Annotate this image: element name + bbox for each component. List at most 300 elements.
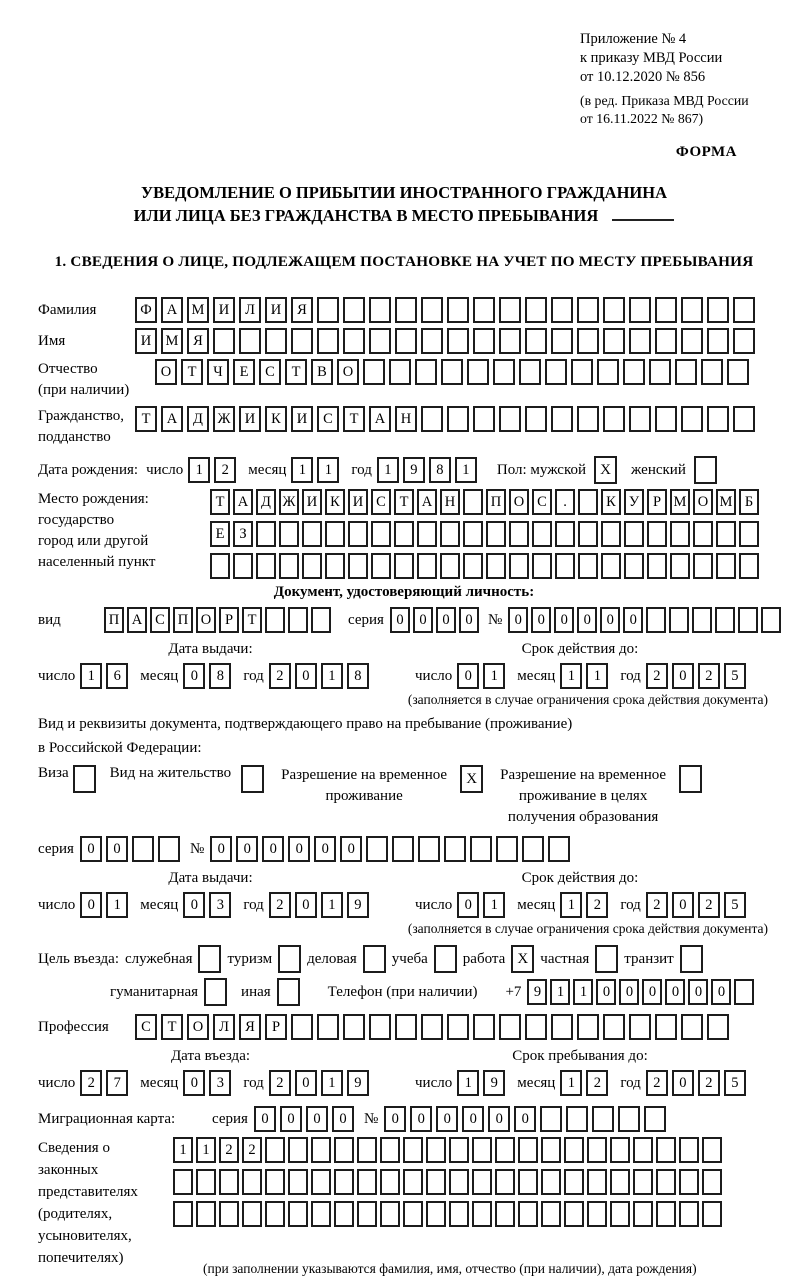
char-cell[interactable] <box>656 1201 676 1227</box>
entry-year-cells[interactable] <box>269 1070 373 1096</box>
char-cell[interactable]: 0 <box>508 607 528 633</box>
char-cell[interactable]: 2 <box>269 663 291 689</box>
char-cell[interactable] <box>679 1169 699 1195</box>
char-cell[interactable] <box>242 1169 262 1195</box>
char-cell[interactable]: 1 <box>317 457 339 483</box>
char-cell[interactable] <box>603 406 625 432</box>
char-cell[interactable]: 1 <box>377 457 399 483</box>
char-cell[interactable] <box>702 1169 722 1195</box>
char-cell[interactable] <box>467 359 489 385</box>
char-cell[interactable] <box>447 1014 469 1040</box>
char-cell[interactable] <box>551 406 573 432</box>
char-cell[interactable] <box>463 553 483 579</box>
char-cell[interactable] <box>233 553 253 579</box>
doc-kind-cells[interactable] <box>104 607 334 633</box>
char-cell[interactable]: А <box>161 297 183 323</box>
char-cell[interactable] <box>493 359 515 385</box>
char-cell[interactable]: Т <box>161 1014 183 1040</box>
char-cell[interactable]: 0 <box>280 1106 302 1132</box>
char-cell[interactable] <box>733 406 755 432</box>
char-cell[interactable]: 0 <box>457 892 479 918</box>
char-cell[interactable] <box>551 297 573 323</box>
char-cell[interactable]: 0 <box>688 979 708 1005</box>
char-cell[interactable] <box>256 521 276 547</box>
char-cell[interactable] <box>369 328 391 354</box>
char-cell[interactable] <box>629 406 651 432</box>
char-cell[interactable] <box>681 297 703 323</box>
char-cell[interactable] <box>472 1201 492 1227</box>
char-cell[interactable]: 1 <box>188 457 210 483</box>
char-cell[interactable]: 1 <box>196 1137 216 1163</box>
char-cell[interactable]: О <box>196 607 216 633</box>
char-cell[interactable]: 0 <box>332 1106 354 1132</box>
char-cell[interactable]: М <box>670 489 690 515</box>
char-cell[interactable]: 0 <box>672 892 694 918</box>
char-cell[interactable] <box>587 1201 607 1227</box>
char-cell[interactable]: 1 <box>321 1070 343 1096</box>
char-cell[interactable]: 1 <box>457 1070 479 1096</box>
char-cell[interactable]: Ч <box>207 359 229 385</box>
char-cell[interactable] <box>655 1014 677 1040</box>
char-cell[interactable]: А <box>417 489 437 515</box>
char-cell[interactable] <box>403 1201 423 1227</box>
char-cell[interactable]: 1 <box>455 457 477 483</box>
char-cell[interactable] <box>348 521 368 547</box>
char-cell[interactable]: 9 <box>347 892 369 918</box>
char-cell[interactable]: 0 <box>254 1106 276 1132</box>
birthplace-row2-cells[interactable] <box>210 521 762 547</box>
migration-number-cells[interactable] <box>384 1106 670 1132</box>
char-cell[interactable] <box>577 328 599 354</box>
char-cell[interactable]: А <box>127 607 147 633</box>
birthplace-row3-cells[interactable] <box>210 553 762 579</box>
char-cell[interactable]: . <box>555 489 575 515</box>
char-cell[interactable] <box>288 1137 308 1163</box>
char-cell[interactable] <box>577 406 599 432</box>
char-cell[interactable] <box>734 979 754 1005</box>
char-cell[interactable] <box>343 328 365 354</box>
char-cell[interactable] <box>334 1201 354 1227</box>
residence-seria-cells[interactable] <box>80 836 184 862</box>
char-cell[interactable] <box>242 1201 262 1227</box>
char-cell[interactable]: Я <box>239 1014 261 1040</box>
char-cell[interactable] <box>707 406 729 432</box>
char-cell[interactable] <box>239 328 261 354</box>
char-cell[interactable]: 0 <box>577 607 597 633</box>
char-cell[interactable] <box>525 328 547 354</box>
char-cell[interactable]: 0 <box>596 979 616 1005</box>
char-cell[interactable]: И <box>302 489 322 515</box>
temp-residence-education-checkbox[interactable] <box>679 765 702 793</box>
char-cell[interactable]: 0 <box>711 979 731 1005</box>
char-cell[interactable] <box>302 553 322 579</box>
char-cell[interactable] <box>325 553 345 579</box>
char-cell[interactable]: 0 <box>340 836 362 862</box>
char-cell[interactable]: С <box>371 489 391 515</box>
char-cell[interactable] <box>473 1014 495 1040</box>
char-cell[interactable] <box>669 607 689 633</box>
char-cell[interactable]: 0 <box>295 663 317 689</box>
char-cell[interactable]: 1 <box>573 979 593 1005</box>
char-cell[interactable] <box>473 328 495 354</box>
char-cell[interactable] <box>363 359 385 385</box>
purpose-transit-checkbox[interactable] <box>680 945 703 973</box>
char-cell[interactable]: К <box>325 489 345 515</box>
char-cell[interactable]: 1 <box>550 979 570 1005</box>
char-cell[interactable] <box>701 359 723 385</box>
char-cell[interactable] <box>564 1137 584 1163</box>
char-cell[interactable] <box>623 359 645 385</box>
char-cell[interactable]: П <box>173 607 193 633</box>
surname-cells[interactable] <box>135 297 759 323</box>
char-cell[interactable] <box>499 328 521 354</box>
char-cell[interactable]: 2 <box>242 1137 262 1163</box>
char-cell[interactable] <box>380 1137 400 1163</box>
char-cell[interactable] <box>670 521 690 547</box>
char-cell[interactable]: 1 <box>586 663 608 689</box>
residence-issue-day-cells[interactable] <box>80 892 132 918</box>
char-cell[interactable]: 0 <box>600 607 620 633</box>
char-cell[interactable] <box>655 297 677 323</box>
char-cell[interactable] <box>421 328 443 354</box>
char-cell[interactable] <box>132 836 154 862</box>
purpose-work-checkbox[interactable]: X <box>511 945 534 973</box>
char-cell[interactable] <box>518 1201 538 1227</box>
char-cell[interactable]: 0 <box>623 607 643 633</box>
char-cell[interactable] <box>392 836 414 862</box>
purpose-official-checkbox[interactable] <box>198 945 221 973</box>
char-cell[interactable] <box>646 607 666 633</box>
char-cell[interactable]: Т <box>242 607 262 633</box>
char-cell[interactable]: Ж <box>213 406 235 432</box>
temp-residence-checkbox[interactable]: X <box>460 765 483 793</box>
char-cell[interactable]: 0 <box>106 836 128 862</box>
char-cell[interactable]: О <box>693 489 713 515</box>
char-cell[interactable] <box>311 1201 331 1227</box>
char-cell[interactable] <box>317 1014 339 1040</box>
char-cell[interactable] <box>440 553 460 579</box>
char-cell[interactable]: Е <box>210 521 230 547</box>
char-cell[interactable]: Ж <box>279 489 299 515</box>
char-cell[interactable]: К <box>265 406 287 432</box>
char-cell[interactable]: 0 <box>288 836 310 862</box>
char-cell[interactable] <box>629 328 651 354</box>
char-cell[interactable] <box>655 406 677 432</box>
char-cell[interactable] <box>279 553 299 579</box>
char-cell[interactable]: 1 <box>80 663 102 689</box>
char-cell[interactable] <box>486 553 506 579</box>
char-cell[interactable] <box>317 328 339 354</box>
char-cell[interactable]: 2 <box>698 1070 720 1096</box>
char-cell[interactable]: Б <box>739 489 759 515</box>
char-cell[interactable] <box>733 328 755 354</box>
stay-year-cells[interactable] <box>646 1070 750 1096</box>
char-cell[interactable] <box>496 836 518 862</box>
char-cell[interactable] <box>369 297 391 323</box>
char-cell[interactable] <box>618 1106 640 1132</box>
char-cell[interactable] <box>444 836 466 862</box>
char-cell[interactable] <box>463 489 483 515</box>
char-cell[interactable]: 0 <box>384 1106 406 1132</box>
identity-valid-day-cells[interactable] <box>457 663 509 689</box>
char-cell[interactable] <box>463 521 483 547</box>
birth-day-cells[interactable] <box>188 457 240 483</box>
char-cell[interactable] <box>495 1201 515 1227</box>
char-cell[interactable]: Т <box>210 489 230 515</box>
char-cell[interactable]: 8 <box>429 457 451 483</box>
purpose-business-checkbox[interactable] <box>363 945 386 973</box>
char-cell[interactable] <box>256 553 276 579</box>
gender-female-checkbox[interactable] <box>694 456 717 484</box>
char-cell[interactable]: З <box>233 521 253 547</box>
char-cell[interactable] <box>449 1137 469 1163</box>
char-cell[interactable] <box>348 553 368 579</box>
char-cell[interactable] <box>548 836 570 862</box>
char-cell[interactable] <box>449 1201 469 1227</box>
char-cell[interactable] <box>291 328 313 354</box>
char-cell[interactable] <box>371 553 391 579</box>
char-cell[interactable] <box>571 359 593 385</box>
char-cell[interactable] <box>707 1014 729 1040</box>
char-cell[interactable] <box>473 406 495 432</box>
entry-day-cells[interactable] <box>80 1070 132 1096</box>
char-cell[interactable] <box>564 1201 584 1227</box>
char-cell[interactable]: 2 <box>80 1070 102 1096</box>
char-cell[interactable] <box>587 1169 607 1195</box>
char-cell[interactable] <box>447 328 469 354</box>
char-cell[interactable] <box>592 1106 614 1132</box>
char-cell[interactable] <box>421 406 443 432</box>
char-cell[interactable] <box>291 1014 313 1040</box>
char-cell[interactable] <box>577 297 599 323</box>
char-cell[interactable] <box>693 521 713 547</box>
stay-month-cells[interactable] <box>560 1070 612 1096</box>
char-cell[interactable] <box>441 359 463 385</box>
char-cell[interactable]: 0 <box>306 1106 328 1132</box>
char-cell[interactable] <box>656 1137 676 1163</box>
char-cell[interactable] <box>265 1169 285 1195</box>
char-cell[interactable]: Т <box>181 359 203 385</box>
char-cell[interactable] <box>715 607 735 633</box>
char-cell[interactable] <box>279 521 299 547</box>
char-cell[interactable] <box>486 521 506 547</box>
char-cell[interactable] <box>633 1137 653 1163</box>
char-cell[interactable]: 0 <box>410 1106 432 1132</box>
char-cell[interactable]: Л <box>239 297 261 323</box>
char-cell[interactable] <box>389 359 411 385</box>
char-cell[interactable] <box>733 297 755 323</box>
char-cell[interactable] <box>679 1137 699 1163</box>
char-cell[interactable]: 2 <box>646 892 668 918</box>
char-cell[interactable]: Т <box>343 406 365 432</box>
char-cell[interactable] <box>578 521 598 547</box>
char-cell[interactable] <box>196 1201 216 1227</box>
char-cell[interactable] <box>395 328 417 354</box>
char-cell[interactable] <box>681 1014 703 1040</box>
char-cell[interactable] <box>702 1201 722 1227</box>
char-cell[interactable] <box>426 1169 446 1195</box>
char-cell[interactable] <box>472 1137 492 1163</box>
char-cell[interactable] <box>421 1014 443 1040</box>
char-cell[interactable] <box>311 1137 331 1163</box>
char-cell[interactable] <box>173 1201 193 1227</box>
representatives-row3-cells[interactable] <box>173 1201 725 1227</box>
char-cell[interactable]: Т <box>135 406 157 432</box>
char-cell[interactable]: 5 <box>724 1070 746 1096</box>
char-cell[interactable]: 0 <box>436 1106 458 1132</box>
char-cell[interactable] <box>566 1106 588 1132</box>
citizenship-cells[interactable] <box>135 406 759 432</box>
residence-number-cells[interactable] <box>210 836 574 862</box>
identity-issue-day-cells[interactable] <box>80 663 132 689</box>
char-cell[interactable] <box>426 1137 446 1163</box>
char-cell[interactable] <box>418 836 440 862</box>
char-cell[interactable] <box>518 1137 538 1163</box>
char-cell[interactable]: 0 <box>459 607 479 633</box>
char-cell[interactable]: 2 <box>698 892 720 918</box>
char-cell[interactable]: 0 <box>488 1106 510 1132</box>
char-cell[interactable]: Ф <box>135 297 157 323</box>
char-cell[interactable] <box>447 297 469 323</box>
char-cell[interactable]: О <box>337 359 359 385</box>
char-cell[interactable] <box>288 1169 308 1195</box>
char-cell[interactable]: О <box>509 489 529 515</box>
char-cell[interactable] <box>495 1169 515 1195</box>
char-cell[interactable] <box>317 297 339 323</box>
char-cell[interactable] <box>219 1201 239 1227</box>
char-cell[interactable] <box>624 521 644 547</box>
char-cell[interactable] <box>499 406 521 432</box>
residence-permit-checkbox[interactable] <box>241 765 264 793</box>
char-cell[interactable] <box>597 359 619 385</box>
char-cell[interactable]: 2 <box>269 892 291 918</box>
char-cell[interactable] <box>692 607 712 633</box>
char-cell[interactable] <box>525 406 547 432</box>
char-cell[interactable]: 0 <box>514 1106 536 1132</box>
char-cell[interactable] <box>357 1201 377 1227</box>
char-cell[interactable] <box>601 521 621 547</box>
stay-day-cells[interactable] <box>457 1070 509 1096</box>
char-cell[interactable]: Е <box>233 359 255 385</box>
char-cell[interactable] <box>265 328 287 354</box>
char-cell[interactable]: И <box>265 297 287 323</box>
visa-checkbox[interactable] <box>73 765 96 793</box>
char-cell[interactable]: 0 <box>262 836 284 862</box>
char-cell[interactable]: 0 <box>531 607 551 633</box>
char-cell[interactable]: 0 <box>295 892 317 918</box>
char-cell[interactable] <box>472 1169 492 1195</box>
char-cell[interactable] <box>716 553 736 579</box>
char-cell[interactable]: Л <box>213 1014 235 1040</box>
char-cell[interactable] <box>473 297 495 323</box>
char-cell[interactable]: М <box>161 328 183 354</box>
char-cell[interactable]: 0 <box>390 607 410 633</box>
identity-issue-month-cells[interactable] <box>183 663 235 689</box>
char-cell[interactable]: А <box>233 489 253 515</box>
entry-month-cells[interactable] <box>183 1070 235 1096</box>
char-cell[interactable]: 0 <box>457 663 479 689</box>
char-cell[interactable]: 9 <box>483 1070 505 1096</box>
char-cell[interactable]: 9 <box>347 1070 369 1096</box>
residence-valid-day-cells[interactable] <box>457 892 509 918</box>
char-cell[interactable] <box>647 521 667 547</box>
char-cell[interactable] <box>551 1014 573 1040</box>
char-cell[interactable] <box>577 1014 599 1040</box>
char-cell[interactable] <box>394 553 414 579</box>
char-cell[interactable] <box>541 1137 561 1163</box>
char-cell[interactable] <box>564 1169 584 1195</box>
char-cell[interactable] <box>415 359 437 385</box>
char-cell[interactable] <box>417 521 437 547</box>
char-cell[interactable] <box>702 1137 722 1163</box>
char-cell[interactable] <box>707 328 729 354</box>
char-cell[interactable] <box>499 1014 521 1040</box>
char-cell[interactable] <box>578 553 598 579</box>
char-cell[interactable]: 2 <box>646 1070 668 1096</box>
char-cell[interactable] <box>633 1169 653 1195</box>
gender-male-checkbox[interactable]: X <box>594 456 617 484</box>
char-cell[interactable] <box>603 297 625 323</box>
birth-month-cells[interactable] <box>291 457 343 483</box>
char-cell[interactable]: С <box>532 489 552 515</box>
char-cell[interactable] <box>426 1201 446 1227</box>
char-cell[interactable] <box>380 1201 400 1227</box>
char-cell[interactable] <box>578 489 598 515</box>
purpose-humanitarian-checkbox[interactable] <box>204 978 227 1006</box>
char-cell[interactable]: П <box>104 607 124 633</box>
char-cell[interactable] <box>739 521 759 547</box>
char-cell[interactable]: С <box>259 359 281 385</box>
phone-cells[interactable] <box>527 979 757 1005</box>
char-cell[interactable] <box>624 553 644 579</box>
char-cell[interactable] <box>633 1201 653 1227</box>
char-cell[interactable] <box>288 1201 308 1227</box>
char-cell[interactable]: 0 <box>554 607 574 633</box>
char-cell[interactable]: И <box>239 406 261 432</box>
char-cell[interactable] <box>403 1137 423 1163</box>
char-cell[interactable] <box>265 607 285 633</box>
char-cell[interactable] <box>603 1014 625 1040</box>
birth-year-cells[interactable] <box>377 457 481 483</box>
char-cell[interactable]: 0 <box>672 663 694 689</box>
char-cell[interactable] <box>603 328 625 354</box>
char-cell[interactable]: 2 <box>646 663 668 689</box>
char-cell[interactable] <box>173 1169 193 1195</box>
char-cell[interactable] <box>693 553 713 579</box>
representatives-row2-cells[interactable] <box>173 1169 725 1195</box>
representatives-row1-cells[interactable] <box>173 1137 725 1163</box>
char-cell[interactable] <box>739 553 759 579</box>
char-cell[interactable]: М <box>716 489 736 515</box>
char-cell[interactable] <box>555 553 575 579</box>
char-cell[interactable]: Р <box>647 489 667 515</box>
char-cell[interactable] <box>649 359 671 385</box>
char-cell[interactable]: 9 <box>403 457 425 483</box>
char-cell[interactable]: А <box>369 406 391 432</box>
char-cell[interactable]: 5 <box>724 663 746 689</box>
char-cell[interactable] <box>158 836 180 862</box>
char-cell[interactable]: 1 <box>560 1070 582 1096</box>
char-cell[interactable]: 2 <box>586 1070 608 1096</box>
char-cell[interactable] <box>219 1169 239 1195</box>
char-cell[interactable] <box>541 1169 561 1195</box>
char-cell[interactable] <box>655 328 677 354</box>
char-cell[interactable] <box>357 1169 377 1195</box>
char-cell[interactable] <box>551 328 573 354</box>
char-cell[interactable] <box>302 521 322 547</box>
char-cell[interactable] <box>403 1169 423 1195</box>
char-cell[interactable] <box>311 1169 331 1195</box>
